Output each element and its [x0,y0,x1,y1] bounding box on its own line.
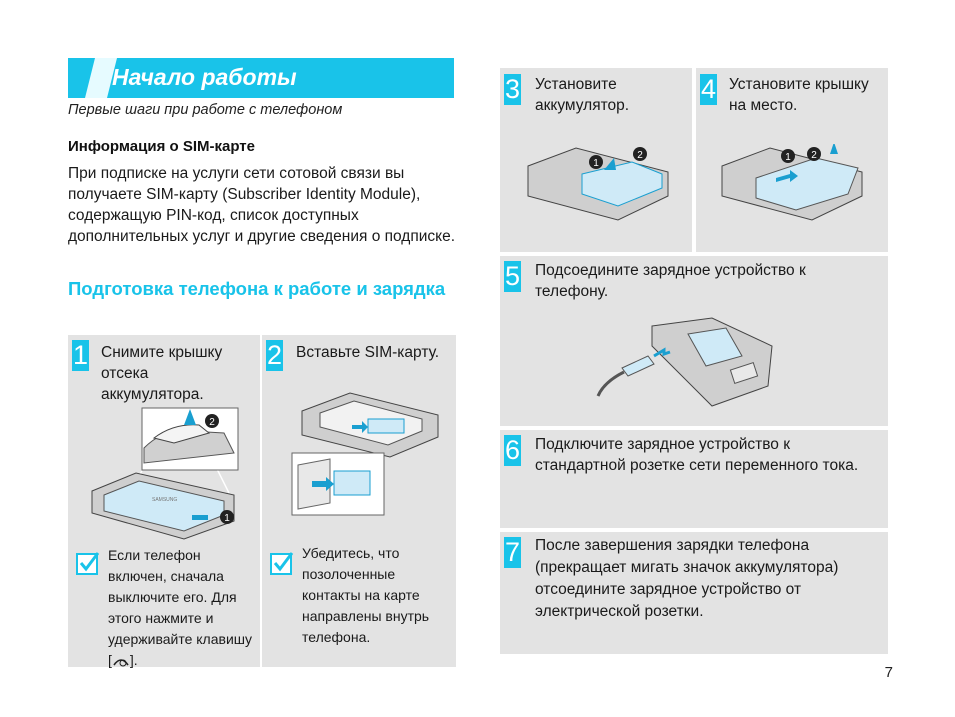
step-4-number: 4 [700,74,717,104]
install-battery-illustration [522,144,672,244]
sim-info-heading: Информация о SIM-карте [68,138,255,155]
step-7-text: После завершения зарядки телефона (прекращает мигать значок аккумулятора) отсоедините зарядное устройство от электрической розетки. [535,537,839,620]
remove-cover-illustration [84,403,254,543]
step-2-text: Вставьте SIM-карту. [296,344,440,361]
step-1-note-suffix: ]. [129,652,138,668]
chapter-header [68,58,454,98]
svg-text:1: 1 [785,152,791,163]
callout-2: 2 [209,417,215,428]
svg-text:2: 2 [637,150,643,161]
end-call-key-icon [112,653,130,669]
svg-text:2: 2 [811,150,817,161]
step-5-text: Подсоедините зарядное устройство к телефону. [535,262,806,300]
svg-text:1: 1 [593,158,599,169]
step-3-number: 3 [504,74,521,104]
page-number: 7 [884,664,893,681]
connect-charger-illustration [592,316,782,416]
step-4-panel [696,68,888,252]
step-7-number: 7 [504,537,521,567]
chapter-title: Начало работы [112,64,297,90]
step-1-note-text: Если телефон включен, сначала выключите его. Для этого нажмите и удерживайте клавишу [ [108,547,253,668]
step-3-panel [500,68,692,252]
step-1-number: 1 [72,340,89,370]
chapter-subtitle: Первые шаги при работе с телефоном [68,102,343,118]
step-1-note [108,545,256,671]
step-2-number: 2 [266,340,283,370]
sim-info-text: При подписке на услуги сети сотовой связи вы получаете SIM-карту (Subscriber Identity Module), содержащую PIN-код, список доступных дополнительных услуг и другие сведения о подписке. [68,165,456,245]
step-5-panel [500,256,888,426]
section-heading: Подготовка телефона к работе и зарядка [68,278,446,299]
step-1-text: Снимите крышку отсека аккумулятора. [101,344,223,403]
brand-label: SAMSUNG [152,497,178,503]
step-7-panel [500,532,888,654]
step-3-text: Установите аккумулятор. [535,76,630,114]
step-2-note: Убедитесь, что позолоченные контакты на карте направлены внутрь телефона. [302,545,430,645]
step-6-panel [500,430,888,528]
step-6-text: Подключите зарядное устройство к стандартной розетке сети переменного тока. [535,436,859,474]
checkmark-icon [76,551,100,575]
step-4-text: Установите крышку на место. [729,76,869,114]
checkmark-icon [270,551,294,575]
replace-cover-illustration [716,144,866,244]
step-6-number: 6 [504,435,521,465]
step-5-number: 5 [504,261,521,291]
callout-1: 1 [224,513,230,524]
step-2-panel [262,335,456,667]
step-1-panel [68,335,260,667]
insert-sim-illustration [290,385,450,525]
